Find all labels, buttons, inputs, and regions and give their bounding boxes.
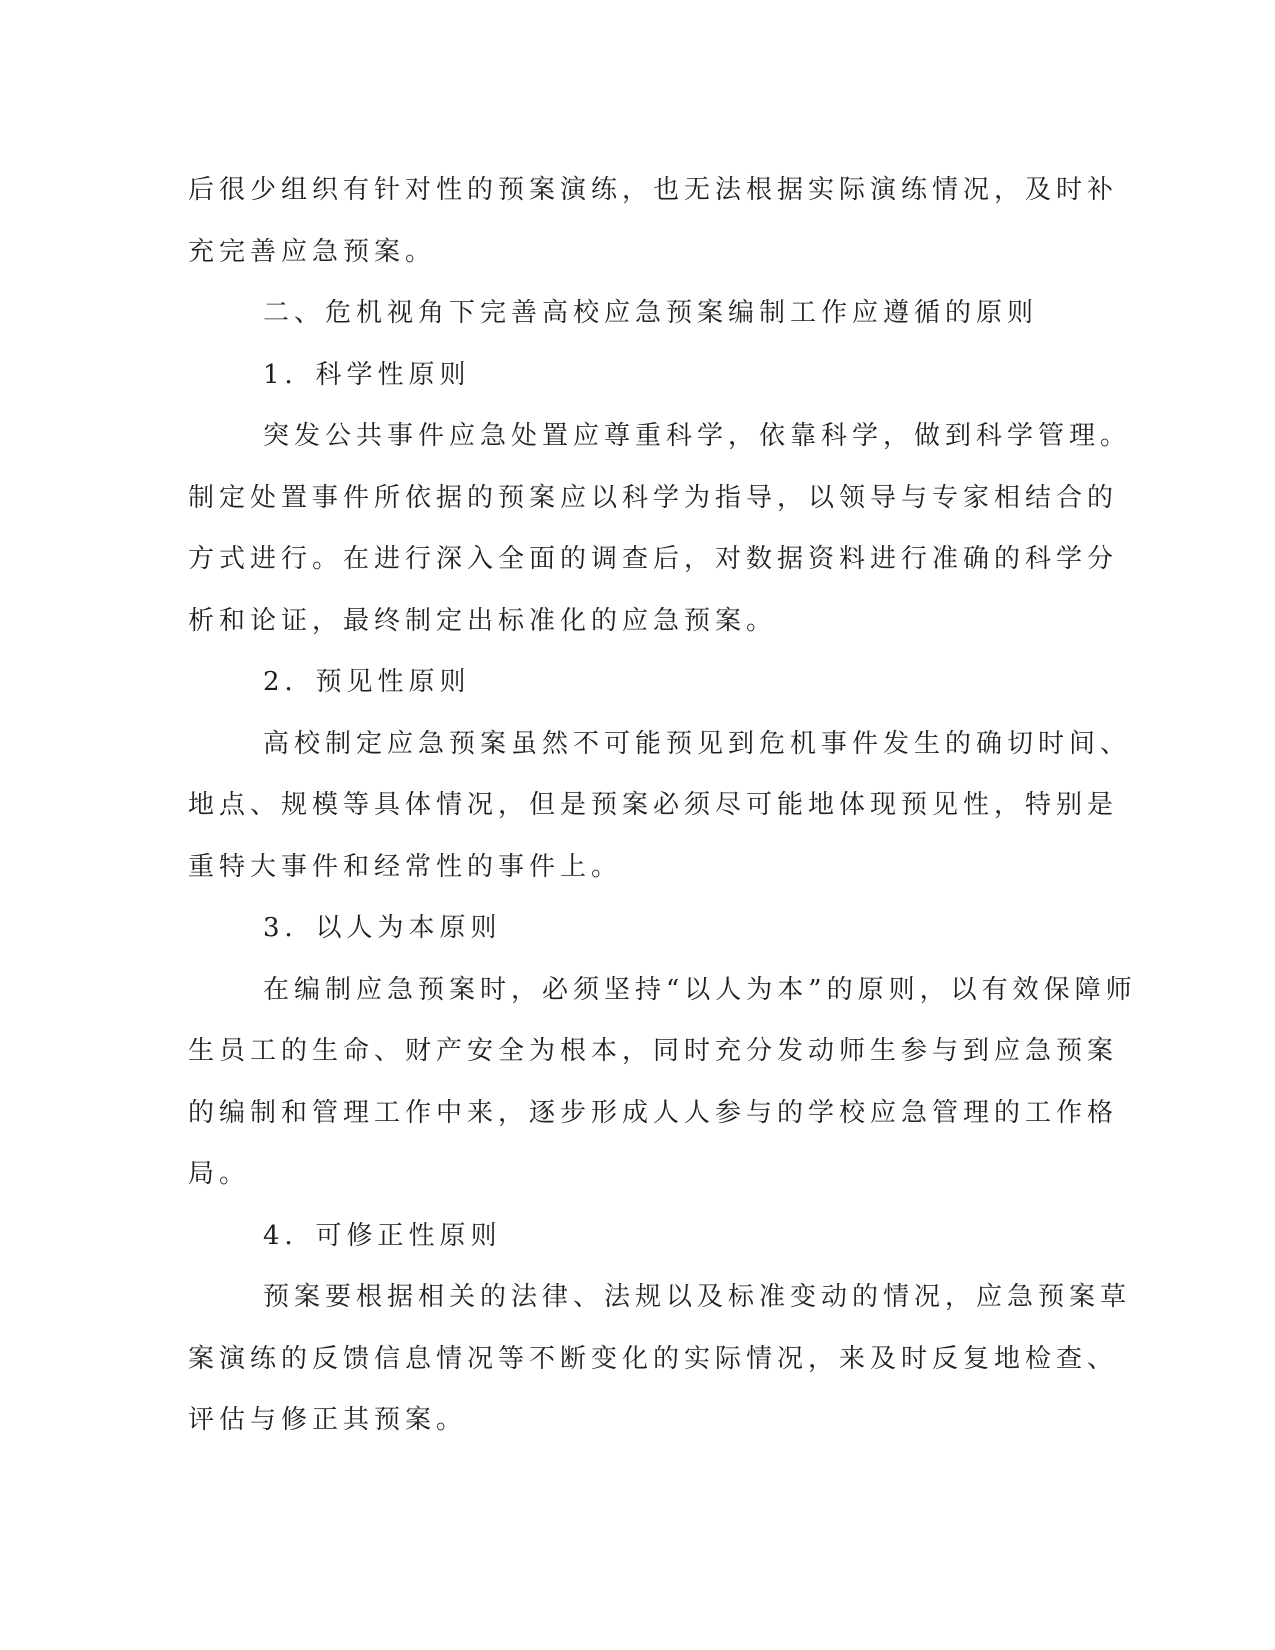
document-body [188,160,1137,1452]
text-line: 制定处置事件所依据的预案应以科学为指导，以领导与专家相结合的 [188,482,1119,513]
subsection-heading: 2．预见性原则 [263,667,471,697]
text-line: 充完善应急预案。 [188,236,437,267]
subsection-heading: 4．可修正性原则 [263,1220,502,1251]
text-line: 析和论证，最终制定出标准化的应急预案。 [188,605,778,636]
text-line: 方式进行。在进行深入全面的调查后，对数据资料进行准确的科学分 [188,544,1119,574]
text-line: 重特大事件和经常性的事件上。 [188,851,623,882]
text-line: 在编制应急预案时，必须坚持“以人为本”的原则，以有效保障师 [263,974,1137,1005]
text-line: 评估与修正其预案。 [188,1405,468,1435]
section-heading: 二、危机视角下完善高校应急预案编制工作应遵循的原则 [263,298,1039,328]
text-line: 生员工的生命、财产安全为根本，同时充分发动师生参与到应急预案 [188,1036,1119,1066]
subsection-heading: 1．科学性原则 [263,359,471,390]
subsection-heading: 3．以人为本原则 [263,913,502,943]
text-line: 预案要根据相关的法律、法规以及标准变动的情况，应急预案草 [263,1282,1132,1312]
text-line: 地点、规模等具体情况，但是预案必须尽可能地体现预见性，特别是 [188,790,1119,820]
text-line: 后很少组织有针对性的预案演练，也无法根据实际演练情况，及时补 [188,175,1119,205]
text-line: 案演练的反馈信息情况等不断变化的实际情况，来及时反复地检查、 [188,1343,1119,1374]
text-line: 突发公共事件应急处置应尊重科学，依靠科学，做到科学管理。 [263,421,1132,451]
text-line: 高校制定应急预案虽然不可能预见到危机事件发生的确切时间、 [263,728,1132,759]
text-line: 的编制和管理工作中来，逐步形成人人参与的学校应急管理的工作格 [188,1097,1119,1128]
text-line: 局。 [188,1159,251,1189]
